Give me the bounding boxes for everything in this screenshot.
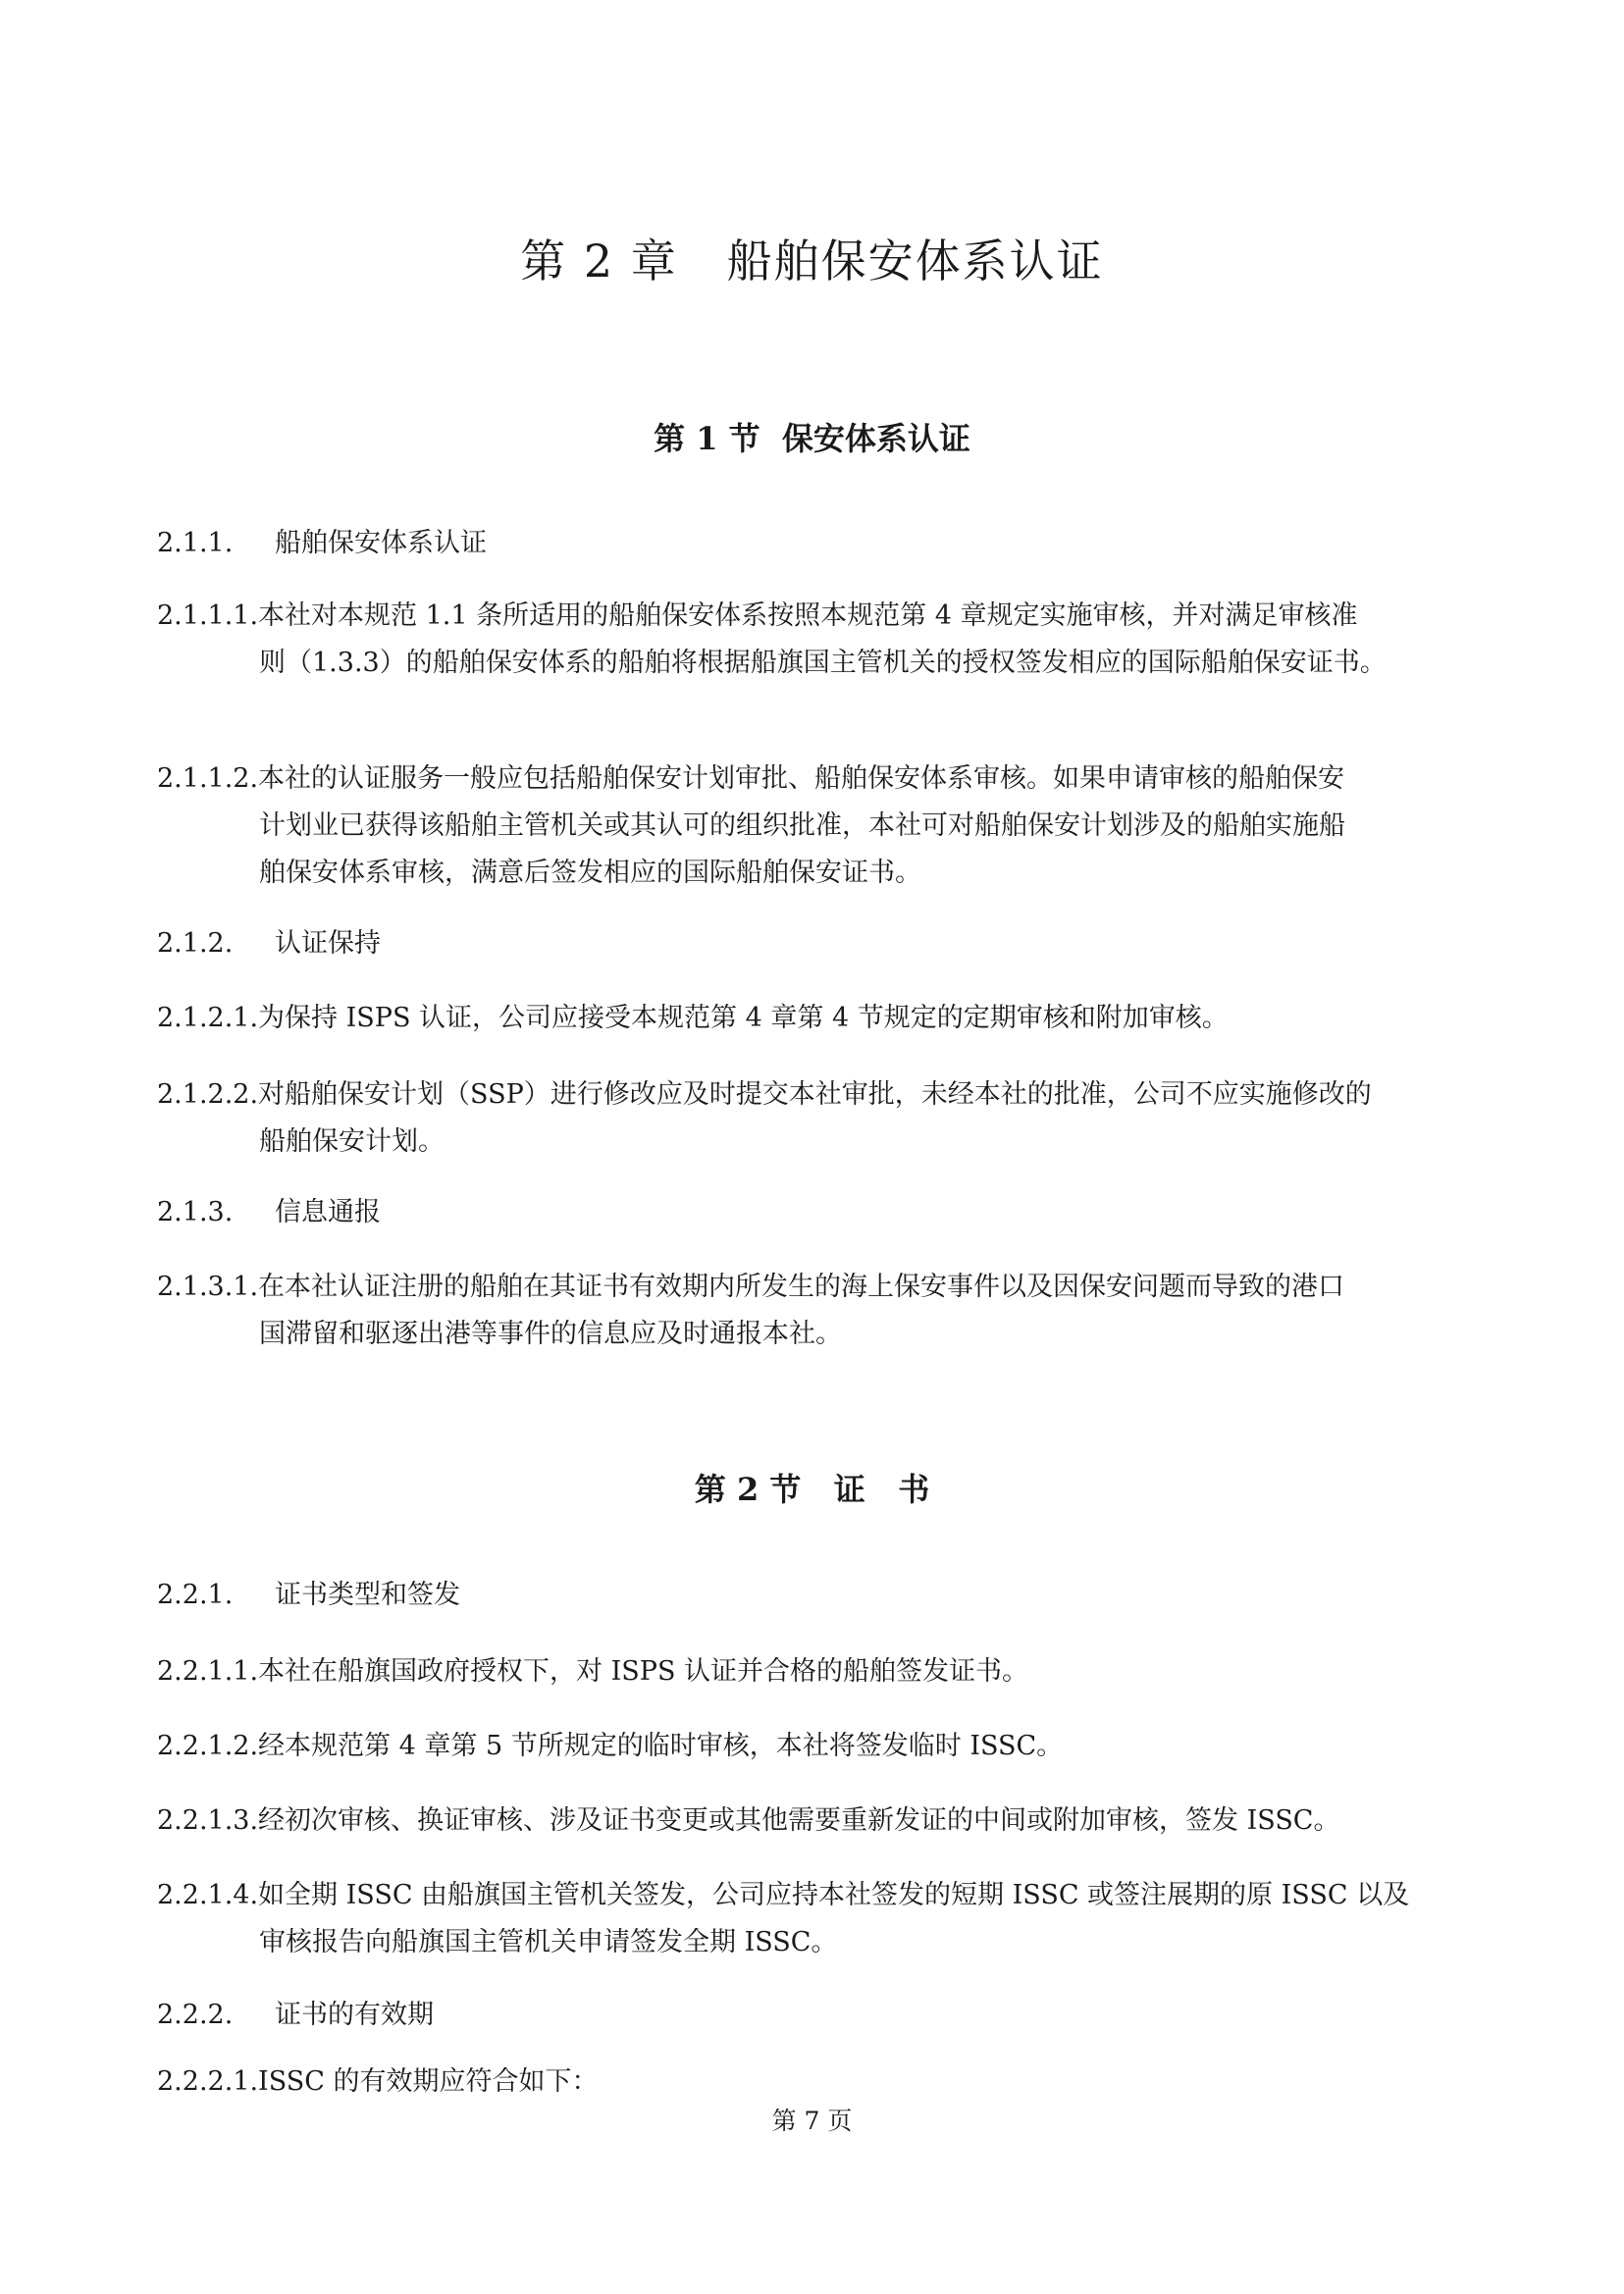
clause-text-line: 在本社认证注册的船舶在其证书有效期内所发生的海上保安事件以及因保安问题而导致的港口 xyxy=(258,1272,1345,1302)
clause-number: 2.2.2. xyxy=(157,2000,234,2030)
clause-heading: 证书的有效期 xyxy=(275,2000,434,2030)
clause-number: 2.2.1. xyxy=(157,1580,234,1610)
clause-number: 2.2.1.2. xyxy=(157,1731,259,1761)
clause-number: 2.1.1.1. xyxy=(157,600,259,631)
clause-2-1-2-2 xyxy=(157,1071,1531,1166)
clause-text-line: 国滞留和驱逐出港等事件的信息应及时通报本社。 xyxy=(259,1319,842,1349)
clause-text-line: 本社的认证服务一般应包括船舶保安计划审批、船舶保安体系审核。如果申请审核的船舶保安 xyxy=(258,763,1345,794)
section-title-1: 第 1 节 保安体系认证 xyxy=(654,420,970,457)
clause-text-line: 审核报告向船旗国主管机关申请签发全期 ISSC。 xyxy=(259,1927,838,1957)
clause-text-line: 经本规范第 4 章第 5 节所规定的临时审核，本社将签发临时 ISSC。 xyxy=(258,1731,1064,1761)
clause-text-line: 如全期 ISSC 由船旗国主管机关签发，公司应持本社签发的短期 ISSC 或签注展期的原 ISSC 以及 xyxy=(258,1880,1410,1910)
clause-2-2-2-1 xyxy=(157,2059,1531,2106)
clause-heading: 证书类型和签发 xyxy=(275,1580,460,1610)
clause-text-line: 为保持 ISPS 认证，公司应接受本规范第 4 章第 4 节规定的定期审核和附加审核。 xyxy=(258,1003,1229,1033)
clause-text-line: 舶保安体系审核，满意后签发相应的国际船舶保安证书。 xyxy=(259,858,921,888)
clause-number: 2.1.2.2. xyxy=(157,1079,259,1110)
clause-text-line: ISSC 的有效期应符合如下： xyxy=(258,2066,599,2097)
clause-number: 2.2.1.3. xyxy=(157,1805,259,1836)
clause-2-1-3 xyxy=(157,1189,1531,1236)
clause-text-line: 对船舶保安计划（SSP）进行修改应及时提交本社审批，未经本社的批准，公司不应实施修改的 xyxy=(258,1079,1372,1110)
clause-number: 2.2.1.1. xyxy=(157,1656,259,1687)
clause-heading: 船舶保安体系认证 xyxy=(275,528,487,558)
clause-number: 2.2.1.4. xyxy=(157,1880,259,1910)
clause-number: 2.1.3. xyxy=(157,1197,234,1227)
clause-number: 2.1.3.1. xyxy=(157,1272,259,1302)
page-number: 第 7 页 xyxy=(771,2107,853,2135)
clause-2-1-1-1 xyxy=(157,593,1531,687)
clause-2-2-1-4 xyxy=(157,1872,1531,1966)
clause-2-1-3-1 xyxy=(157,1264,1531,1358)
clause-text-line: 本社在船旗国政府授权下，对 ISPS 认证并合格的船舶签发证书。 xyxy=(258,1656,1029,1687)
clause-2-2-1 xyxy=(157,1572,1531,1619)
clause-2-1-1 xyxy=(157,520,1531,567)
clause-2-2-1-1 xyxy=(157,1648,1531,1695)
clause-2-1-1-2 xyxy=(157,756,1531,897)
clause-text-line: 船舶保安计划。 xyxy=(259,1126,445,1157)
clause-number: 2.2.2.1. xyxy=(157,2066,259,2097)
clause-text-line: 本社对本规范 1.1 条所适用的船舶保安体系按照本规范第 4 章规定实施审核，并对满足审核准 xyxy=(258,600,1358,631)
clause-2-2-2 xyxy=(157,1992,1531,2039)
clause-2-1-2 xyxy=(157,920,1531,967)
clause-text-line: 则（1.3.3）的船舶保安体系的船舶将根据船旗国主管机关的授权签发相应的国际船舶保安证书。 xyxy=(259,648,1387,678)
clause-number: 2.1.2. xyxy=(157,928,234,959)
clause-2-2-1-2 xyxy=(157,1723,1531,1770)
clause-number: 2.1.1.2. xyxy=(157,763,259,794)
clause-heading: 信息通报 xyxy=(275,1197,381,1227)
section-title-2: 第 2 节 证 书 xyxy=(694,1471,930,1508)
clause-number: 2.1.2.1. xyxy=(157,1003,259,1033)
chapter-title: 第 2 章 船舶保安体系认证 xyxy=(520,235,1104,287)
clause-2-2-1-3 xyxy=(157,1798,1531,1845)
clause-heading: 认证保持 xyxy=(275,928,381,959)
clause-number: 2.1.1. xyxy=(157,528,234,558)
clause-text-line: 计划业已获得该船舶主管机关或其认可的组织批准，本社可对船舶保安计划涉及的船舶实施船 xyxy=(259,810,1345,841)
clause-2-1-2-1 xyxy=(157,995,1531,1042)
clause-text-line: 经初次审核、换证审核、涉及证书变更或其他需要重新发证的中间或附加审核，签发 ISSC。 xyxy=(258,1805,1340,1836)
